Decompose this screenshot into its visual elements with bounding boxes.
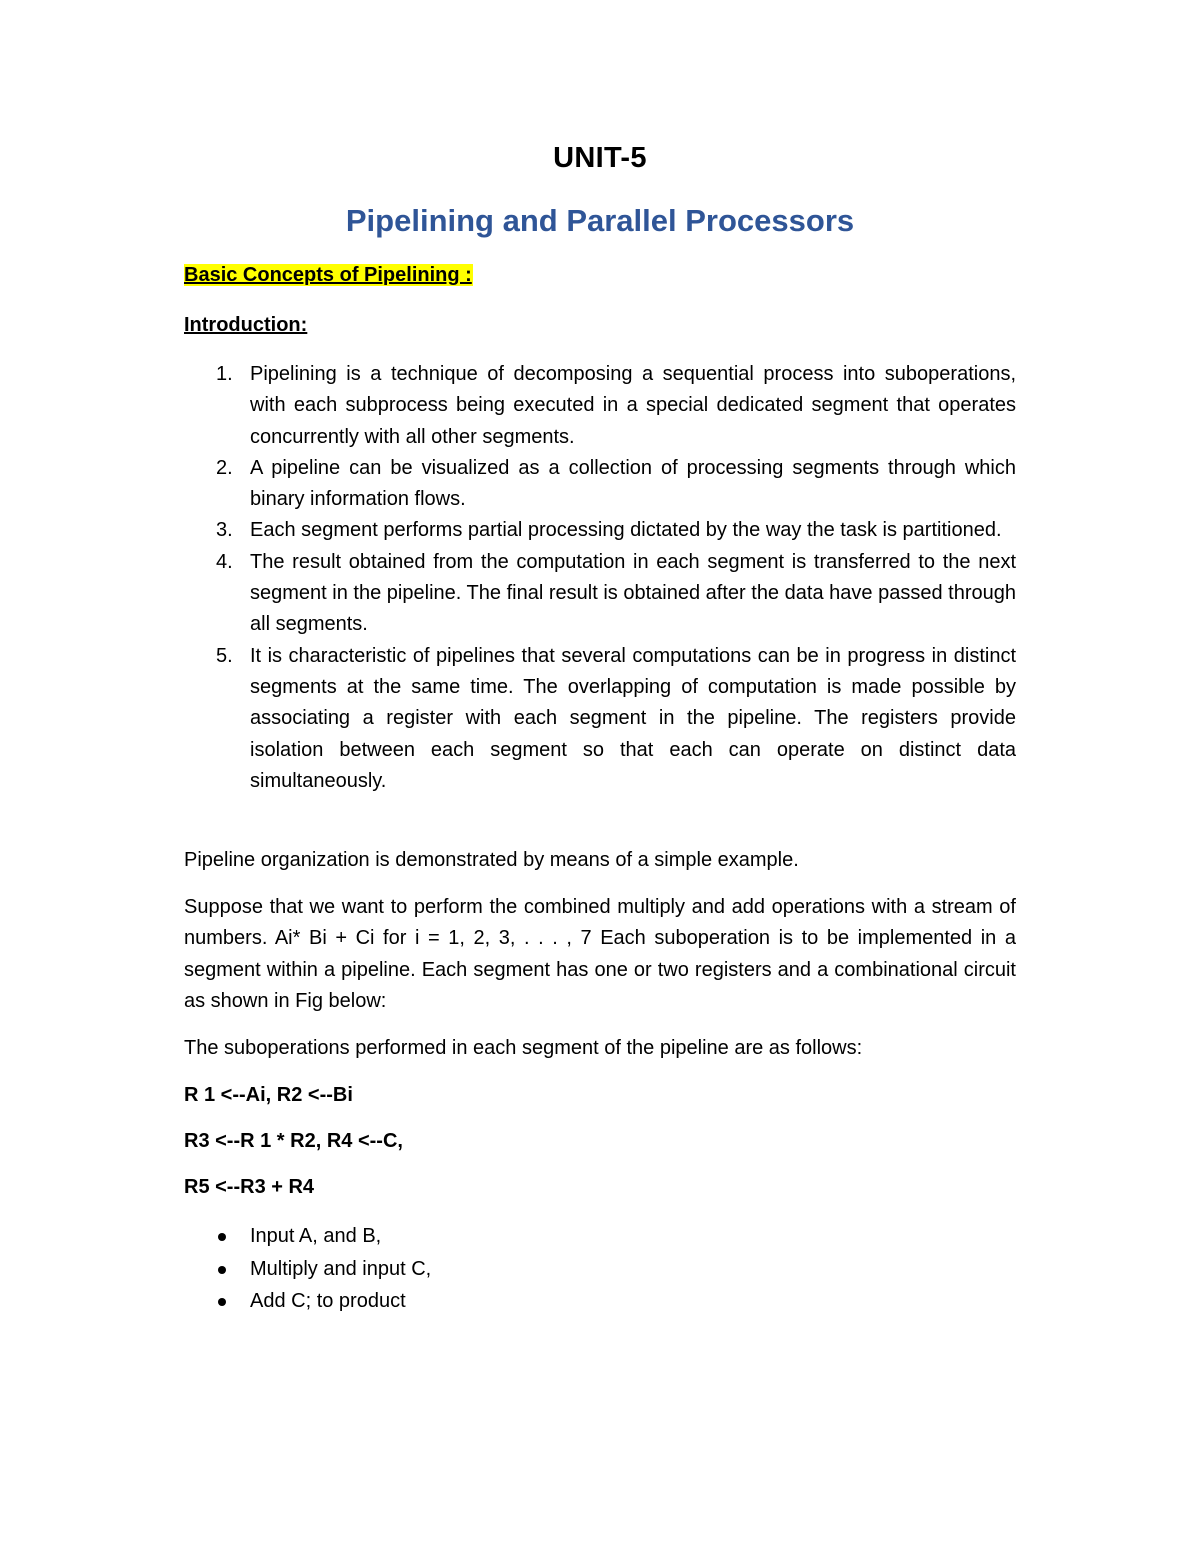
introduction-heading: Introduction:	[184, 314, 308, 336]
list-number: 2.	[216, 456, 233, 479]
list-item-text: The result obtained from the computation in each segment is transferred to the next segment in the pipeline. The final result is obtained after the data have passed through all segments.	[250, 550, 1016, 636]
list-item-text: Add C; to product	[250, 1290, 406, 1312]
bullet-icon	[218, 1298, 226, 1306]
list-number: 3.	[216, 519, 233, 542]
list-item	[184, 515, 1016, 546]
example-intro-paragraph: Pipeline organization is demonstrated by means of a simple example.	[184, 849, 799, 871]
equation-segment-3: R5 <--R3 + R4	[184, 1176, 315, 1198]
list-item	[184, 359, 1016, 453]
bullet-icon	[218, 1233, 226, 1241]
introduction-list	[184, 359, 1016, 797]
example-body-paragraph: Suppose that we want to perform the combined multiply and add operations with a stream of numbers. Ai* Bi + Ci for i = 1, 2, 3, . . . , 7 Each suboperation is to be implemented in a segment within a pipeline. Each segment has one or two registers and a combinational circuit as shown in Fig below:	[184, 896, 1016, 1012]
list-item	[184, 453, 1016, 516]
list-number: 1.	[216, 363, 233, 385]
section-heading	[184, 261, 473, 289]
list-item	[184, 547, 1016, 641]
equation-segment-2: R3 <--R 1 * R2, R4 <--C,	[184, 1130, 403, 1152]
highlighted-heading-text: Basic Concepts of Pipelining :	[184, 264, 472, 286]
bullet-icon	[218, 1266, 226, 1274]
list-item	[184, 1285, 1016, 1318]
segment-operations-list	[184, 1220, 1016, 1318]
list-item	[184, 1220, 1016, 1253]
equation-segment-1: R 1 <--Ai, R2 <--Bi	[184, 1084, 353, 1106]
list-item-text: Input A, and B,	[250, 1225, 382, 1247]
suboperations-intro-paragraph: The suboperations performed in each segment of the pipeline are as follows:	[184, 1037, 863, 1059]
list-item-text: A pipeline can be visualized as a collection of processing segments through which binary information flows.	[250, 456, 1016, 511]
list-number: 5.	[216, 644, 233, 667]
list-item	[184, 1253, 1016, 1286]
list-number: 4.	[216, 550, 233, 573]
unit-title: UNIT-5	[553, 142, 647, 174]
list-item-text: Multiply and input C,	[250, 1257, 432, 1280]
list-item-text: It is characteristic of pipelines that several computations can be in progress in distinct segments at the same time. The overlapping of computation is made possible by associating a register with each segment in the pipeline. The registers provide isolation between each segment so that each can operate on distinct data simultaneously.	[250, 644, 1016, 792]
list-item-text: Each segment performs partial processing dictated by the way the task is partitioned.	[250, 519, 1002, 542]
document-title: Pipelining and Parallel Processors	[345, 203, 855, 238]
list-item	[184, 641, 1016, 797]
list-item-text: Pipelining is a technique of decomposing a sequential process into suboperations, with each subprocess being executed in a special dedicated segment that operates concurrently with all other segments.	[250, 363, 1016, 448]
